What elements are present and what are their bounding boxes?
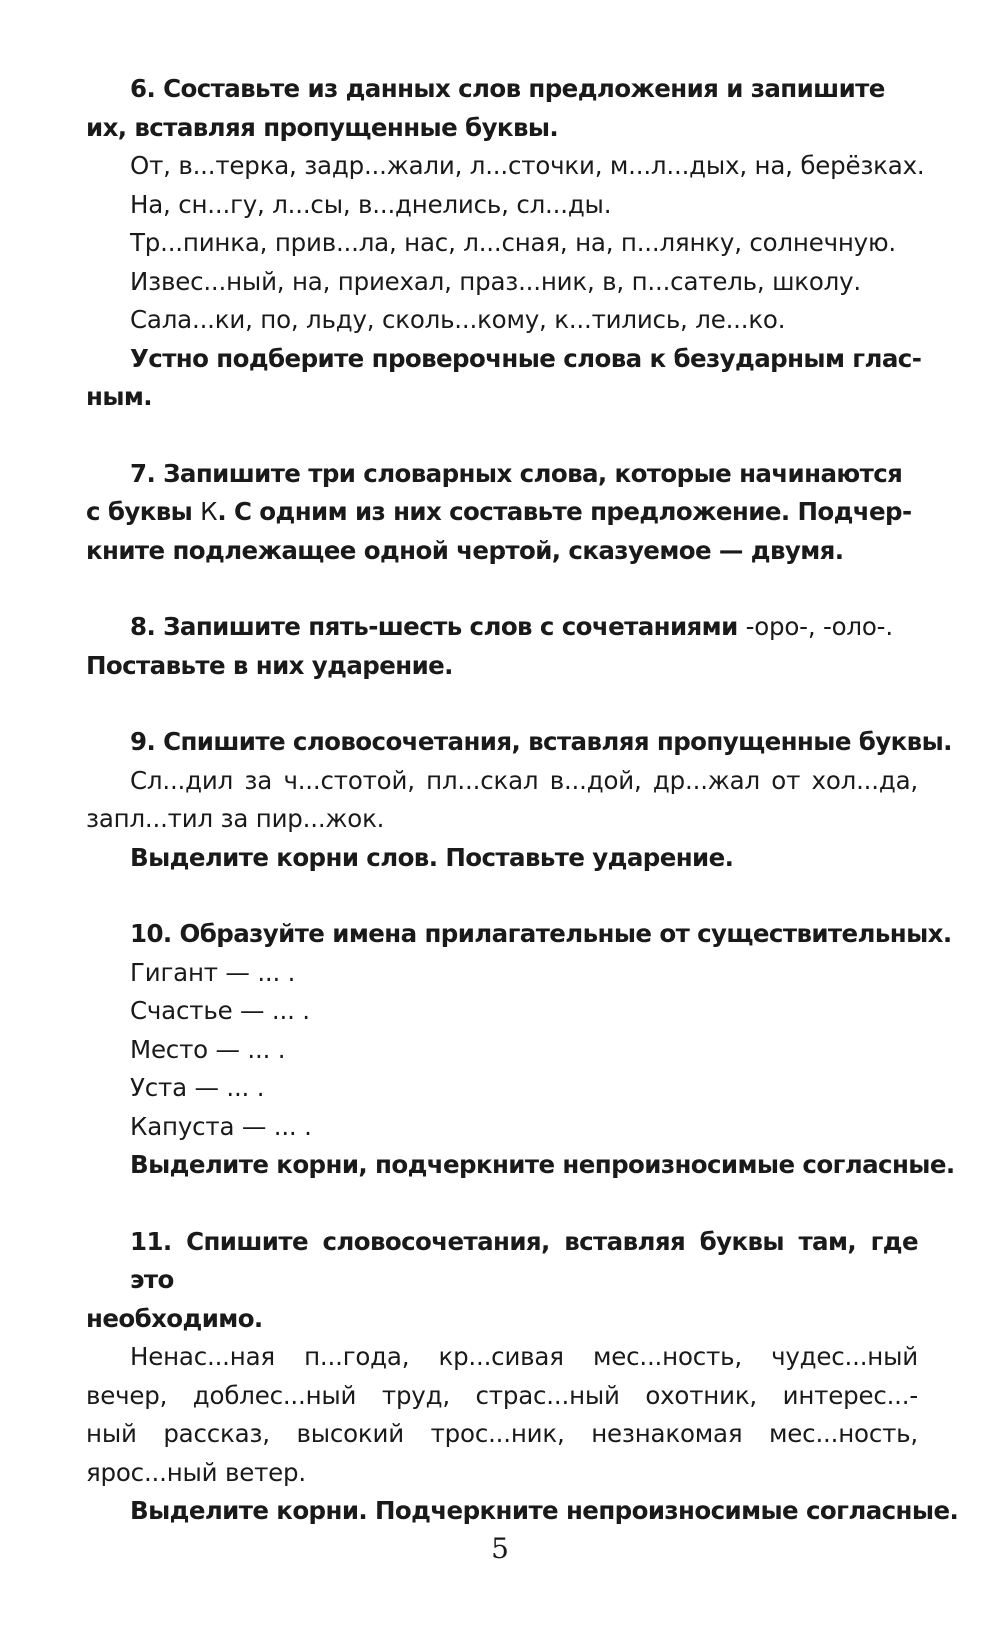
instruction-text: 8. Запишите пять-шесть слов с сочетаниями xyxy=(130,612,746,641)
exercise-line: Сала...ки, по, льду, сколь...кому, к...тились, ле...ко. xyxy=(130,305,786,334)
task-8 xyxy=(86,608,918,685)
task-instruction: необходимо. xyxy=(86,1303,263,1333)
task-instruction: 11. Спишите словосочетания, вставляя буквы там, где это xyxy=(130,1226,918,1294)
task-instruction xyxy=(86,608,918,647)
exercise-line: От, в...терка, задр...жали, л...сточки, м...л...дых, на, берёзках. xyxy=(130,151,925,180)
task-instruction: 10. Образуйте имена прилагательные от существительных. xyxy=(130,919,952,948)
exercise-line: Извес...ный, на, приехал, праз...ник, в, п...сатель, школу. xyxy=(130,266,862,296)
exercise-line: запл...тил за пир...жок. xyxy=(86,804,385,833)
task-9 xyxy=(86,723,952,877)
word-item: Счастье — ... . xyxy=(130,996,310,1025)
task-instruction: Поставьте в них ударение. xyxy=(86,650,453,680)
task-instruction: их, вставляя пропущенные буквы. xyxy=(86,112,559,142)
textbook-page xyxy=(86,70,959,1531)
word-item: Капуста — ... . xyxy=(130,1111,312,1141)
exercise-line: вечер, доблес...ный труд, страс...ный охотник, интерес...- xyxy=(86,1380,918,1410)
word-item: Уста — ... . xyxy=(130,1073,265,1102)
page-number: 5 xyxy=(491,1532,509,1565)
exercise-line: ный рассказ, высокий трос...ник, незнакомая мес...ность, xyxy=(86,1419,918,1448)
section-gap xyxy=(86,685,918,723)
task-6 xyxy=(86,70,925,417)
section-gap xyxy=(86,877,918,915)
task-instruction: кните подлежащее одной чертой, сказуемое — двумя. xyxy=(86,535,844,565)
instruction-text: с буквы xyxy=(86,497,201,526)
task-followup: Выделите корни. Подчеркните непроизносимые согласные. xyxy=(130,1496,959,1525)
section-gap xyxy=(86,417,918,455)
task-10 xyxy=(86,915,955,1185)
exercise-line: Сл...дил за ч...стотой, пл...скал в...дой, др...жал от хол...да, xyxy=(130,765,918,795)
exercise-line: ярос...ный ветер. xyxy=(86,1457,306,1487)
word-item: Место — ... . xyxy=(130,1034,286,1064)
exercise-line: Тр...пинка, прив...ла, нас, л...сная, на, п...лянку, солнечную. xyxy=(130,228,896,257)
instruction-text: . С одним из них составьте предложение. Подчер- xyxy=(217,497,912,526)
task-instruction: 6. Составьте из данных слов предложения и запишите xyxy=(130,74,885,103)
task-followup: Выделите корни слов. Поставьте ударение. xyxy=(130,842,734,872)
word-item: Гигант — ... . xyxy=(130,957,296,987)
task-7 xyxy=(86,455,918,571)
section-gap xyxy=(86,570,918,608)
letter-k: К xyxy=(200,497,218,526)
task-instruction: 7. Запишите три словарных слова, которые начинаются xyxy=(130,458,903,488)
task-instruction: 9. Спишите словосочетания, вставляя пропущенные буквы. xyxy=(130,727,952,756)
punctuation: . xyxy=(885,612,893,641)
task-followup: Выделите корни, подчеркните непроизносимые согласные. xyxy=(130,1150,955,1179)
task-instruction xyxy=(86,493,918,532)
task-followup: Устно подберите проверочные слова к безударным глас- xyxy=(130,343,922,373)
exercise-line: На, сн...гу, л...сы, в...днелись, сл...ды. xyxy=(130,189,612,219)
exercise-line: Ненас...ная п...года, кр...сивая мес...ность, чудес...ный xyxy=(130,1342,918,1371)
task-11 xyxy=(86,1223,959,1531)
section-gap xyxy=(86,1185,918,1223)
letter-combinations: -оро-, -оло- xyxy=(745,612,886,641)
task-followup: ным. xyxy=(86,382,153,411)
